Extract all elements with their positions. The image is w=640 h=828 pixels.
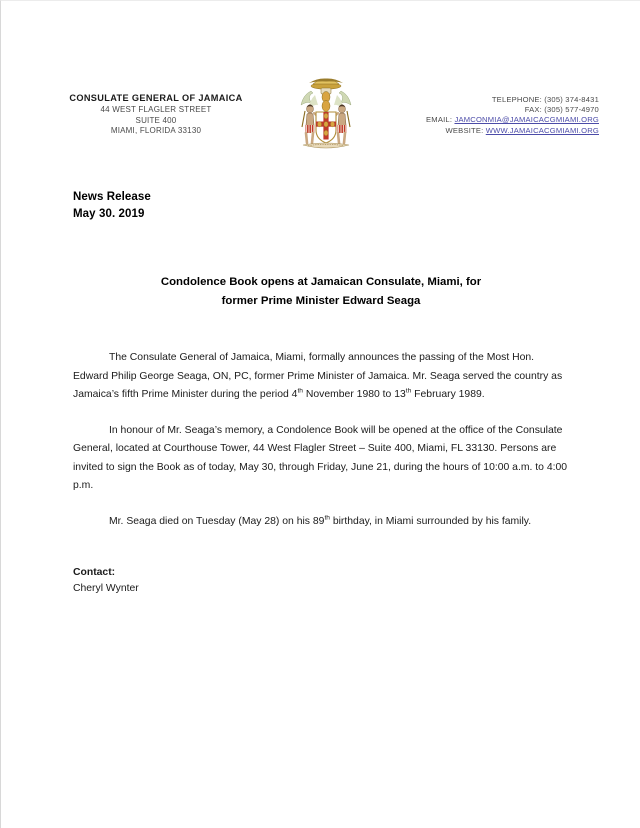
paragraph-3 [73,513,569,532]
paragraph-1-ordinal-2: th [405,387,412,395]
page-title [73,273,569,311]
paragraph-1-ordinal-1: th [297,387,303,395]
address-line-1: 44 WEST FLAGLER STREET [100,105,212,114]
page-title-line-2: former Prime Minister Edward Seaga [221,295,421,307]
email-link[interactable]: JAMCONMIA@JAMAICACGMIAMI.ORG [454,115,599,125]
paragraph-1 [73,349,569,405]
email-label: EMAIL: [426,115,455,125]
address-line-2: SUITE 400 [135,115,177,125]
letterhead-address-block [45,93,267,137]
organization-name: CONSULATE GENERAL OF JAMAICA [69,93,243,103]
paragraph-3-part-a: Mr. Seaga died on Tuesday (May 28) on his 89 [109,515,325,527]
document-body [73,349,569,548]
website-line [369,126,599,136]
paragraph-1-part-c: February 1989. [411,389,485,400]
paragraph-1-part-b: November 1980 to 13 [302,389,406,400]
address-line-3: MIAMI, FLORIDA 33130 [110,126,202,135]
news-release-date: May 30. 2019 [73,207,145,220]
news-release-header [73,189,151,222]
website-label: WEBSITE: [445,125,486,135]
contact-name: Cheryl Wynter [73,583,139,594]
news-release-kicker: News Release [73,191,151,203]
paragraph-3-part-b: birthday, in Miami surrounded by his family. [329,515,532,527]
contact-label: Contact: [73,567,116,578]
page-title-line-1: Condolence Book opens at Jamaican Consulate, Miami, for [160,276,482,288]
contact-block [73,565,139,597]
email-line [369,115,599,125]
letterhead-contact-block [369,95,599,136]
website-link[interactable]: WWW.JAMAICACGMIAMI.ORG [485,125,599,135]
paragraph-2: In honour of Mr. Seaga’s memory, a Condolence Book will be opened at the office of the Consulate General, located at Courthouse Tower, 44 West Flagler Street – Suite 400, Miami, FL 33130. Persons are invited to sign the Book as of today, May 30, through Friday, June 21, during the hours of 10:00 a.m. to 4:00 p.m. [73,424,568,491]
fax-line: FAX: (305) 577-4970 [524,105,599,115]
paragraph-3-ordinal: th [324,514,330,522]
organization-address [45,105,267,137]
paragraph-1-part-a: The Consulate General of Jamaica, Miami, formally announces the passing of the Most Hon. Edward Philip George Seaga, ON, PC, former Prime Minister of Jamaica. Mr. Seaga served the country as Jamaica’s fifth Prime Minister during the period 4 [73,352,563,400]
telephone-line: TELEPHONE: (305) 374-8431 [491,95,599,104]
jamaica-coat-of-arms-icon [293,75,359,155]
